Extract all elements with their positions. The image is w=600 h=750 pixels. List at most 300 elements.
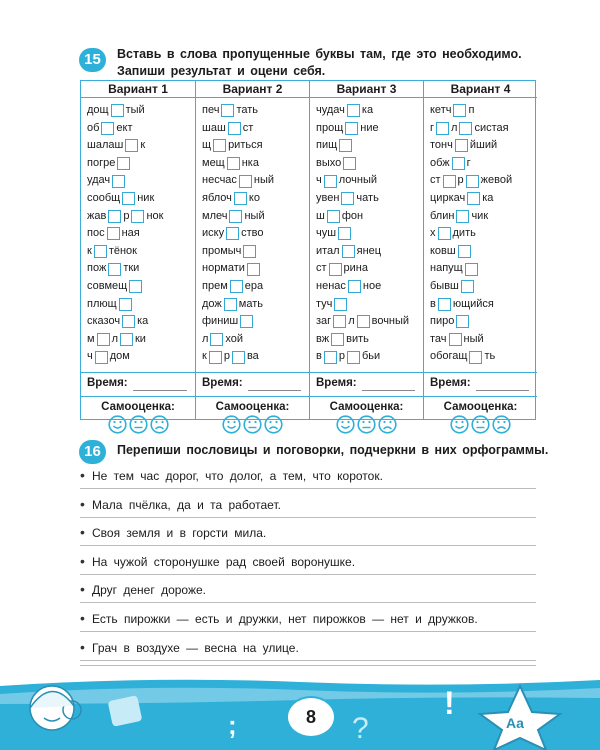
letter-box[interactable]	[329, 263, 342, 276]
time-label: Время:	[202, 377, 243, 389]
word-fragment: туч	[316, 297, 333, 310]
letter-box[interactable]	[239, 175, 252, 188]
word-fragment: мещ	[202, 156, 225, 169]
letter-box[interactable]	[111, 104, 124, 117]
word-fragment: ный	[463, 332, 484, 345]
word-fragment: к	[140, 139, 146, 152]
word-fragment: ва	[246, 350, 259, 363]
word-row	[316, 296, 421, 314]
word-fragment: заг	[316, 315, 332, 328]
word-fragment: ера	[244, 279, 264, 292]
word-row	[202, 348, 307, 366]
word-list	[430, 102, 535, 366]
word-fragment: ст	[430, 174, 441, 187]
word-row	[430, 190, 535, 208]
word-fragment: ный	[244, 209, 265, 222]
letter-box[interactable]	[94, 245, 107, 258]
neutral-face-icon[interactable]	[471, 415, 490, 434]
letter-box[interactable]	[341, 192, 354, 205]
word-fragment: фон	[341, 209, 364, 222]
writing-line[interactable]	[80, 488, 536, 489]
word-row	[202, 155, 307, 173]
word-fragment: ющийся	[452, 297, 494, 310]
word-row	[202, 331, 307, 349]
word-fragment: пиро	[430, 315, 455, 328]
proverb-item	[80, 469, 536, 491]
proverb-text: Не тем час дорог, что долог, а тем, что короток.	[92, 469, 383, 483]
proverb-text: Своя земля и в горсти мила.	[92, 526, 267, 541]
proverb-text: Грач в воздухе — весна на улице.	[92, 640, 299, 655]
word-fragment: сообщ	[87, 191, 121, 204]
word-fragment: об	[87, 121, 100, 134]
word-fragment: ный	[253, 174, 275, 187]
time-row	[81, 372, 195, 397]
letter-box[interactable]	[129, 280, 142, 293]
letter-box[interactable]	[338, 227, 351, 240]
word-row	[202, 260, 307, 278]
letter-box[interactable]	[122, 192, 135, 205]
word-fragment: ние	[360, 121, 379, 134]
exclamation-icon: !	[444, 685, 455, 721]
variant-column	[309, 81, 423, 419]
word-fragment: бывш	[430, 279, 459, 292]
letter-box[interactable]	[108, 263, 121, 276]
word-row	[87, 102, 193, 120]
letter-box[interactable]	[232, 351, 245, 364]
proverb-text: Друг денег дороже.	[92, 583, 206, 598]
semicolon-icon: ;	[228, 710, 237, 740]
word-fragment: ненас	[316, 279, 346, 292]
word-fragment: рина	[343, 262, 369, 275]
bullet-icon: •	[80, 552, 85, 569]
time-row	[196, 372, 309, 397]
word-fragment: бьи	[361, 350, 381, 363]
neutral-face-icon[interactable]	[129, 415, 148, 434]
word-fragment: жав	[87, 209, 107, 222]
letter-box[interactable]	[465, 263, 478, 276]
word-fragment: обж	[430, 156, 450, 169]
word-fragment: нок	[146, 209, 164, 222]
word-row	[87, 313, 193, 331]
word-list	[87, 102, 193, 366]
word-fragment: чудач	[316, 104, 345, 116]
letter-box[interactable]	[230, 280, 243, 293]
word-fragment: йший	[469, 139, 498, 152]
letter-box[interactable]	[438, 298, 451, 311]
word-fragment: риться	[228, 139, 263, 152]
letter-box[interactable]	[209, 351, 222, 364]
word-fragment: пищ	[316, 139, 338, 152]
word-row	[430, 296, 535, 314]
word-fragment: промыч	[202, 244, 242, 257]
variants-table	[80, 80, 536, 420]
word-row	[87, 225, 193, 243]
bullet-icon: •	[80, 581, 85, 598]
word-row	[430, 313, 535, 331]
word-fragment: вить	[346, 332, 369, 345]
bullet-icon: •	[80, 524, 85, 541]
happy-face-icon[interactable]	[222, 415, 241, 434]
letter-box[interactable]	[112, 175, 125, 188]
sad-face-icon[interactable]	[264, 415, 283, 434]
self-assessment-label: Самооценка:	[329, 401, 404, 413]
word-fragment: иску	[202, 227, 225, 240]
letter-box[interactable]	[117, 157, 130, 170]
word-fragment: п	[468, 104, 475, 116]
word-row	[202, 225, 307, 243]
letter-box[interactable]	[347, 351, 360, 364]
letter-box[interactable]	[357, 315, 370, 328]
word-fragment: г	[430, 121, 435, 134]
word-row	[430, 172, 535, 190]
word-fragment: тки	[123, 262, 140, 275]
word-row	[87, 172, 193, 190]
word-fragment: обогащ	[430, 350, 468, 363]
letter-box[interactable]	[210, 333, 223, 346]
word-row	[430, 331, 535, 349]
letter-box[interactable]	[221, 104, 234, 117]
word-fragment: м	[87, 332, 95, 345]
letter-box[interactable]	[334, 298, 347, 311]
letter-box[interactable]	[469, 351, 482, 364]
sad-face-icon[interactable]	[378, 415, 397, 434]
letter-box[interactable]	[226, 227, 239, 240]
time-input-line[interactable]	[476, 390, 529, 391]
letter-box[interactable]	[467, 192, 480, 205]
letter-box[interactable]	[107, 227, 120, 240]
word-row	[202, 172, 307, 190]
proverb-item	[80, 583, 536, 605]
word-fragment: ка	[482, 191, 494, 204]
letter-box[interactable]	[453, 104, 466, 117]
letter-box[interactable]	[456, 210, 469, 223]
word-row	[87, 208, 193, 226]
word-row	[430, 208, 535, 226]
letter-box[interactable]	[240, 315, 253, 328]
bullet-icon: •	[80, 610, 85, 626]
word-row	[87, 155, 193, 173]
word-row	[430, 348, 535, 366]
self-assessment	[424, 396, 537, 443]
bullet-icon: •	[80, 638, 85, 655]
task16-instruction: Перепиши пословицы и поговорки, подчеркни в них орфограммы.	[117, 443, 549, 457]
neutral-face-icon[interactable]	[357, 415, 376, 434]
letter-box[interactable]	[97, 333, 110, 346]
word-fragment: тач	[430, 332, 447, 345]
comma-icon: ,	[378, 676, 386, 709]
letter-box[interactable]	[461, 280, 474, 293]
word-row	[316, 313, 421, 331]
letter-box[interactable]	[347, 104, 360, 117]
word-row	[316, 348, 421, 366]
proverb-item	[80, 612, 536, 634]
writing-line[interactable]	[80, 574, 536, 575]
proverb-text: Есть пирожки — есть и дружки, нет пирожков — нет и дружков.	[92, 612, 478, 626]
word-fragment: в	[316, 350, 322, 363]
letter-box[interactable]	[108, 210, 121, 223]
writing-line[interactable]	[80, 602, 536, 603]
word-fragment: л	[451, 121, 458, 134]
word-row	[87, 278, 193, 296]
letter-box[interactable]	[342, 245, 355, 258]
word-fragment: дож	[202, 297, 222, 310]
word-row	[87, 260, 193, 278]
self-assessment	[81, 396, 195, 443]
letter-box[interactable]	[234, 192, 247, 205]
word-fragment: р	[123, 209, 130, 222]
word-fragment: итал	[316, 244, 340, 257]
word-row	[87, 331, 193, 349]
proverb-item	[80, 495, 536, 520]
word-fragment: л	[111, 332, 118, 345]
word-row	[87, 137, 193, 155]
word-fragment: систая	[474, 121, 509, 134]
letter-box[interactable]	[456, 315, 469, 328]
word-fragment: л	[202, 332, 209, 345]
word-row	[87, 243, 193, 261]
word-fragment: ная	[121, 227, 140, 240]
variant-title: Вариант 1	[81, 81, 195, 98]
self-assessment-label: Самооценка:	[215, 401, 290, 413]
letter-box[interactable]	[458, 245, 471, 258]
writing-line[interactable]	[80, 660, 536, 661]
time-row	[424, 372, 537, 397]
word-fragment: шаш	[202, 121, 226, 134]
word-fragment: тать	[236, 104, 259, 116]
happy-face-icon[interactable]	[108, 415, 127, 434]
word-fragment: нка	[241, 156, 259, 169]
sad-face-icon[interactable]	[492, 415, 511, 434]
word-fragment: пос	[87, 227, 105, 240]
word-row	[316, 331, 421, 349]
word-fragment: ки	[134, 332, 146, 345]
word-fragment: ект	[116, 121, 133, 134]
task15-number: 15	[79, 48, 106, 72]
word-fragment: чуш	[316, 227, 337, 240]
letter-box[interactable]	[331, 333, 344, 346]
word-row	[202, 120, 307, 138]
word-fragment: сказоч	[87, 315, 121, 328]
word-row	[202, 278, 307, 296]
word-row	[202, 137, 307, 155]
self-assessment-label: Самооценка:	[101, 401, 175, 413]
word-fragment: яблоч	[202, 191, 232, 204]
self-assessment-label: Самооценка:	[443, 401, 518, 413]
bullet-icon: •	[80, 467, 85, 483]
word-fragment: ч	[87, 350, 93, 363]
letter-box[interactable]	[438, 227, 451, 240]
letter-box[interactable]	[333, 315, 346, 328]
word-row	[202, 102, 307, 120]
letter-box[interactable]	[131, 210, 144, 223]
word-fragment: х	[430, 227, 436, 240]
word-fragment: ч	[316, 174, 322, 187]
letter-box[interactable]	[343, 157, 356, 170]
word-row	[316, 137, 421, 155]
badge-text: Aa	[506, 715, 524, 731]
word-fragment: тонч	[430, 139, 453, 152]
letter-box[interactable]	[119, 298, 132, 311]
letter-box[interactable]	[95, 351, 108, 364]
word-row	[202, 296, 307, 314]
writing-line[interactable]	[80, 517, 536, 518]
word-row	[316, 208, 421, 226]
word-fragment: янец	[356, 244, 382, 257]
letter-box[interactable]	[327, 210, 340, 223]
word-fragment: тый	[125, 104, 145, 116]
word-fragment: чать	[356, 191, 379, 204]
letter-box[interactable]	[449, 333, 462, 346]
letter-box[interactable]	[324, 351, 337, 364]
word-fragment: удач	[87, 174, 111, 187]
letter-box[interactable]	[443, 175, 456, 188]
letter-box[interactable]	[436, 122, 449, 135]
word-row	[430, 278, 535, 296]
writing-line[interactable]	[80, 631, 536, 632]
self-assessment	[310, 396, 423, 443]
word-fragment: печ	[202, 104, 220, 116]
neutral-face-icon[interactable]	[243, 415, 262, 434]
word-row	[202, 243, 307, 261]
word-fragment: плющ	[87, 297, 117, 310]
word-fragment: напущ	[430, 262, 463, 275]
word-fragment: л	[348, 315, 355, 328]
word-fragment: к	[87, 244, 92, 257]
writing-line[interactable]	[80, 545, 536, 546]
word-fragment: блин	[430, 209, 455, 222]
letter-box[interactable]	[345, 122, 358, 135]
word-fragment: ст	[316, 262, 327, 275]
bullet-icon: •	[80, 495, 85, 512]
page-number: 8	[286, 696, 336, 738]
word-fragment: финиш	[202, 315, 239, 328]
task16-number: 16	[79, 440, 106, 464]
word-row	[316, 155, 421, 173]
task15-line2: Запиши результат и оцени себя.	[117, 64, 326, 78]
happy-face-icon[interactable]	[336, 415, 355, 434]
word-fragment: тёнок	[108, 244, 137, 257]
word-fragment: млеч	[202, 209, 228, 222]
writing-line[interactable]	[80, 665, 536, 666]
proverb-item	[80, 638, 536, 663]
question-icon: ?	[352, 712, 369, 745]
word-row	[316, 190, 421, 208]
word-fragment: р	[223, 350, 230, 363]
letter-box[interactable]	[227, 157, 240, 170]
word-list	[316, 102, 421, 366]
word-row	[430, 155, 535, 173]
word-fragment: шалаш	[87, 139, 124, 152]
word-fragment: вж	[316, 332, 330, 345]
word-fragment: лочный	[338, 174, 378, 187]
time-input-line[interactable]	[362, 390, 415, 391]
self-assessment	[196, 396, 309, 443]
letter-box[interactable]	[229, 210, 242, 223]
word-fragment: несчас	[202, 174, 237, 187]
word-fragment: дом	[109, 350, 130, 363]
word-fragment: ст	[242, 121, 254, 134]
word-row	[316, 243, 421, 261]
proverb-text: Мала пчёлка, да и та работает.	[92, 497, 281, 512]
letter-box[interactable]	[459, 122, 472, 135]
word-fragment: дощ	[87, 104, 109, 116]
variant-title: Вариант 2	[196, 81, 309, 98]
word-fragment: ка	[361, 104, 374, 116]
letter-box[interactable]	[348, 280, 361, 293]
word-list	[202, 102, 307, 366]
letter-box[interactable]	[247, 263, 260, 276]
variant-title: Вариант 3	[310, 81, 423, 98]
word-fragment: чик	[471, 209, 489, 222]
letter-box[interactable]	[101, 122, 114, 135]
word-fragment: вочный	[371, 315, 410, 328]
variant-column	[81, 81, 195, 419]
word-row	[316, 172, 421, 190]
time-label: Время:	[316, 377, 357, 389]
word-fragment: щ	[202, 139, 212, 152]
word-row	[430, 102, 535, 120]
sad-face-icon[interactable]	[150, 415, 169, 434]
proverb-text: На чужой сторонушке рад своей воронушке.	[92, 554, 356, 569]
time-input-line[interactable]	[248, 390, 301, 391]
word-row	[316, 225, 421, 243]
word-row	[430, 120, 535, 138]
letter-box[interactable]	[213, 139, 226, 152]
word-fragment: прощ	[316, 121, 344, 134]
letter-box[interactable]	[228, 122, 241, 135]
variant-title: Вариант 4	[424, 81, 537, 98]
time-label: Время:	[430, 377, 471, 389]
word-row	[202, 190, 307, 208]
word-fragment: прем	[202, 279, 228, 292]
happy-face-icon[interactable]	[450, 415, 469, 434]
letter-box[interactable]	[455, 139, 468, 152]
word-row	[87, 296, 193, 314]
word-row	[202, 313, 307, 331]
letter-box[interactable]	[224, 298, 237, 311]
letter-box[interactable]	[339, 139, 352, 152]
time-input-line[interactable]	[133, 390, 187, 391]
letter-box[interactable]	[120, 333, 133, 346]
word-fragment: циркач	[430, 191, 466, 204]
word-fragment: совмещ	[87, 279, 128, 292]
letter-box[interactable]	[466, 175, 479, 188]
letter-box[interactable]	[243, 245, 256, 258]
letter-box[interactable]	[122, 315, 135, 328]
letter-box[interactable]	[452, 157, 465, 170]
word-fragment: выхо	[316, 156, 342, 169]
word-row	[316, 260, 421, 278]
word-fragment: ка	[137, 315, 149, 328]
word-fragment: дить	[452, 227, 476, 240]
word-fragment: хой	[225, 332, 244, 345]
word-fragment: жевой	[480, 174, 513, 187]
word-fragment: р	[457, 174, 464, 187]
word-fragment: ник	[137, 191, 155, 204]
word-row	[202, 208, 307, 226]
word-fragment: к	[202, 350, 207, 363]
variant-column	[423, 81, 537, 419]
word-row	[87, 348, 193, 366]
letter-box[interactable]	[324, 175, 337, 188]
word-fragment: ть	[484, 350, 496, 363]
word-fragment: г	[466, 156, 471, 169]
word-fragment: в	[430, 297, 436, 310]
time-label: Время:	[87, 377, 128, 389]
letter-box[interactable]	[125, 139, 138, 152]
task15-instruction	[117, 46, 522, 80]
word-row	[430, 225, 535, 243]
